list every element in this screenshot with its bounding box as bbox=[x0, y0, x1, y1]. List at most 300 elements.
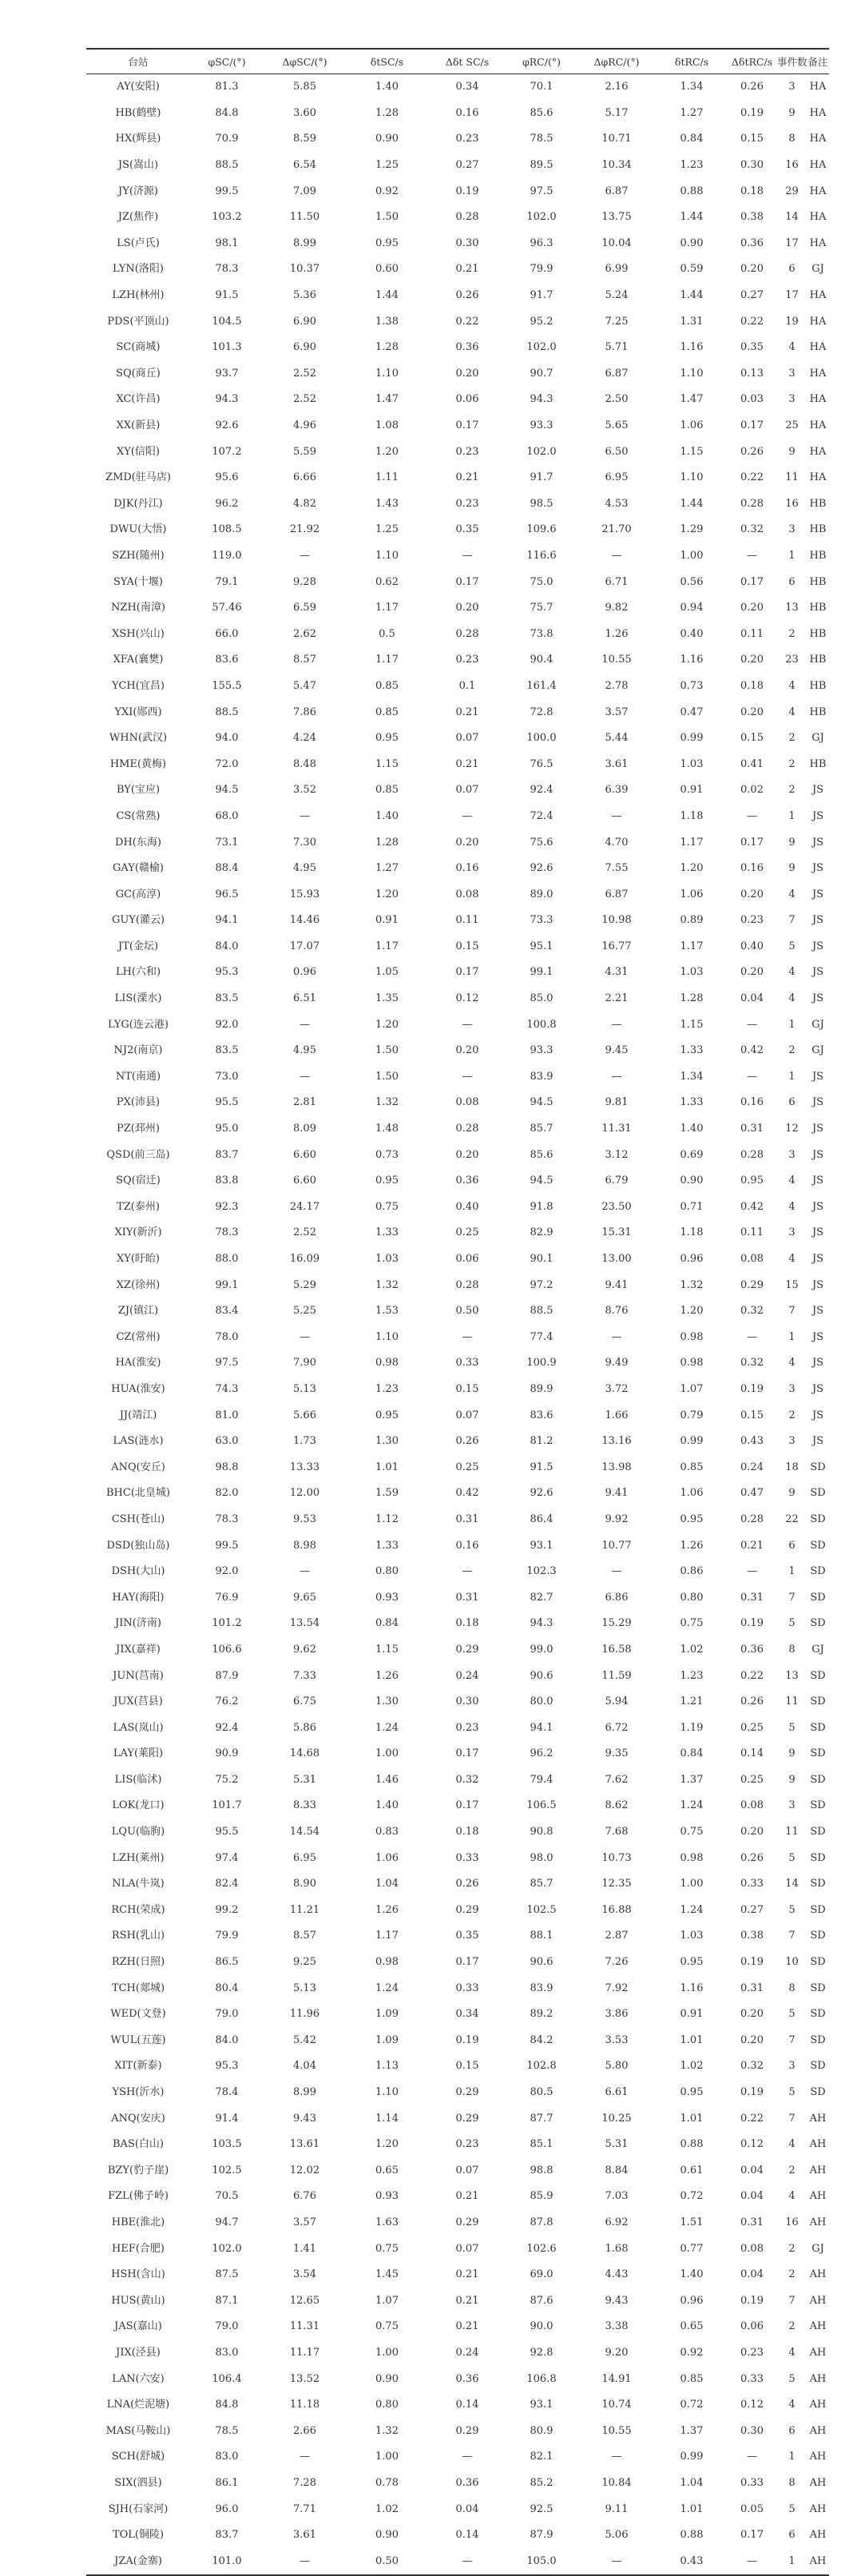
table-cell: 0.16 bbox=[740, 862, 764, 875]
table-cell: 7.90 bbox=[293, 1357, 316, 1369]
table-cell: 0.89 bbox=[680, 914, 704, 927]
table-cell: 0.31 bbox=[740, 2216, 764, 2228]
table-cell: 1.51 bbox=[680, 2216, 704, 2228]
table-cell: 0.17 bbox=[740, 836, 764, 849]
table-cell: 83.0 bbox=[215, 2346, 239, 2359]
table-cell: 1.14 bbox=[375, 2112, 399, 2125]
table-cell: 1.32 bbox=[375, 2424, 399, 2437]
table-row bbox=[86, 2002, 829, 2028]
table-cell: 85.1 bbox=[530, 2138, 554, 2151]
table-cell: 95.2 bbox=[530, 315, 554, 328]
column-header: φSC/(°) bbox=[190, 49, 264, 74]
table-cell: 1.30 bbox=[375, 1695, 399, 1708]
table-cell: 101.7 bbox=[212, 1799, 242, 1812]
table-cell: 24.17 bbox=[289, 1200, 320, 1213]
station-cell: XFA(襄樊) bbox=[113, 654, 164, 666]
table-cell: 4 bbox=[788, 1357, 796, 1369]
table-row bbox=[86, 2288, 829, 2314]
table-cell: HA bbox=[809, 159, 827, 172]
table-cell: 70.9 bbox=[215, 133, 239, 145]
table-cell: 12.35 bbox=[601, 1878, 632, 1890]
table-cell: 0.31 bbox=[740, 1591, 764, 1604]
table-cell: 99.0 bbox=[530, 1643, 554, 1656]
table-cell: 14.68 bbox=[289, 1747, 320, 1760]
table-cell: 85.9 bbox=[530, 2190, 554, 2203]
table-cell: 0.26 bbox=[455, 1878, 479, 1890]
table-cell: 100.0 bbox=[526, 732, 557, 745]
table-cell: 0.47 bbox=[680, 706, 704, 718]
table-cell: HA bbox=[809, 445, 827, 458]
table-cell: 15.29 bbox=[601, 1617, 632, 1630]
table-cell: 1.03 bbox=[375, 1253, 399, 1266]
table-cell: 82.0 bbox=[215, 1487, 239, 1500]
table-cell: 0.91 bbox=[375, 914, 399, 927]
column-header: 备注 bbox=[807, 49, 829, 74]
table-cell: 78.0 bbox=[215, 1330, 239, 1343]
column-header: φRC/(°) bbox=[506, 49, 577, 74]
table-cell: 0.18 bbox=[455, 1826, 479, 1839]
table-cell: 0.95 bbox=[740, 1175, 764, 1187]
table-cell: 0.34 bbox=[455, 2008, 479, 2021]
table-cell: 5 bbox=[788, 1721, 796, 1734]
table-cell: 8.09 bbox=[293, 1123, 316, 1135]
table-cell: 0.30 bbox=[740, 159, 764, 172]
table-cell: AH bbox=[809, 2399, 827, 2411]
table-cell: 78.3 bbox=[215, 263, 239, 276]
table-cell: 90.7 bbox=[530, 367, 554, 380]
station-cell: HA(淮安) bbox=[115, 1357, 161, 1369]
table-row bbox=[86, 2158, 829, 2184]
table-cell: 4.95 bbox=[293, 862, 316, 875]
table-cell: — bbox=[611, 1018, 622, 1031]
table-cell: 0.22 bbox=[740, 1669, 764, 1682]
table-cell: 0.30 bbox=[455, 237, 479, 249]
table-cell: 1.50 bbox=[375, 211, 399, 224]
table-cell: 1.02 bbox=[680, 2060, 704, 2073]
table-cell: 0.96 bbox=[680, 1253, 704, 1266]
table-cell: 0.17 bbox=[455, 1956, 479, 1969]
table-cell: 5.59 bbox=[293, 445, 316, 458]
table-cell: 94.3 bbox=[530, 393, 554, 406]
station-cell: JIN(济南) bbox=[115, 1617, 161, 1630]
table-cell: 1.25 bbox=[375, 159, 399, 172]
station-cell: YXI(郧西) bbox=[114, 706, 162, 718]
table-row bbox=[86, 2314, 829, 2340]
table-cell: 7.55 bbox=[605, 862, 629, 875]
table-cell: 17 bbox=[785, 289, 799, 302]
table-cell: 95.0 bbox=[215, 1123, 239, 1135]
table-cell: 1.32 bbox=[680, 1278, 704, 1291]
table-cell: 87.6 bbox=[530, 2294, 554, 2307]
table-cell: 0.06 bbox=[455, 1253, 479, 1266]
table-cell: 0.43 bbox=[657, 2548, 727, 2575]
table-cell: 0.72 bbox=[680, 2399, 704, 2411]
table-cell: 8.33 bbox=[293, 1799, 316, 1812]
table-cell: 6.87 bbox=[605, 185, 629, 197]
table-cell: 95.6 bbox=[215, 471, 239, 484]
table-cell: 83.6 bbox=[530, 1409, 554, 1421]
table-cell: 6 bbox=[788, 1096, 796, 1109]
table-cell: 0.95 bbox=[680, 1513, 704, 1525]
table-cell: 9.20 bbox=[605, 2346, 629, 2359]
table-cell: 0.24 bbox=[455, 2346, 479, 2359]
table-cell: 9 bbox=[788, 862, 796, 875]
table-cell: 0.25 bbox=[455, 1226, 479, 1239]
table-cell: 103.2 bbox=[212, 211, 242, 224]
table-cell: 83.7 bbox=[215, 2529, 239, 2542]
table-cell: HB bbox=[809, 654, 827, 666]
table-row bbox=[86, 2210, 829, 2236]
table-cell: JS bbox=[811, 1382, 824, 1395]
table-cell: 1.28 bbox=[375, 106, 399, 119]
station-cell: HX(辉县) bbox=[115, 133, 161, 145]
table-row bbox=[86, 2418, 829, 2444]
table-cell: 11.59 bbox=[601, 1669, 632, 1682]
table-cell: 1.40 bbox=[375, 809, 399, 822]
table-cell: SD bbox=[810, 1565, 826, 1578]
station-cell: JIX(泾县) bbox=[116, 2346, 161, 2359]
table-cell: 91.7 bbox=[530, 289, 554, 302]
table-cell: 104.5 bbox=[212, 315, 242, 328]
table-cell: 11.31 bbox=[289, 2320, 320, 2333]
station-cell: YSH(沂水) bbox=[112, 2086, 165, 2099]
table-cell: 13.61 bbox=[289, 2138, 320, 2151]
table-cell: 80.5 bbox=[530, 2086, 554, 2099]
table-row bbox=[86, 1923, 829, 1950]
table-cell: 1.18 bbox=[680, 809, 704, 822]
table-cell: 0.16 bbox=[455, 862, 479, 875]
table-cell: 11 bbox=[785, 471, 799, 484]
table-cell: 102.8 bbox=[526, 2060, 557, 2073]
station-cell: JY(济源) bbox=[118, 185, 158, 197]
table-cell: 6.66 bbox=[293, 471, 316, 484]
table-cell: 0.23 bbox=[455, 1721, 479, 1734]
table-cell: 100.9 bbox=[526, 1357, 557, 1369]
table-cell: 77.4 bbox=[530, 1330, 554, 1343]
table-cell: 1.20 bbox=[375, 1018, 399, 1031]
table-cell: 15.93 bbox=[289, 888, 320, 900]
table-cell: 3 bbox=[788, 1382, 796, 1395]
table-cell: 4 bbox=[788, 2346, 796, 2359]
table-cell: 3.12 bbox=[605, 1148, 629, 1161]
table-cell: 1.17 bbox=[375, 1930, 399, 1942]
station-cell: RCH(荣成) bbox=[111, 1903, 165, 1916]
table-cell: 1.26 bbox=[375, 1903, 399, 1916]
table-cell: 1.10 bbox=[375, 367, 399, 380]
table-row bbox=[86, 1064, 829, 1091]
table-cell: — bbox=[264, 2548, 346, 2575]
table-cell: 98.1 bbox=[215, 237, 239, 249]
table-cell: 0.21 bbox=[455, 706, 479, 718]
table-cell: GJ bbox=[811, 732, 824, 745]
table-cell: AH bbox=[809, 2502, 827, 2515]
table-cell: 1.17 bbox=[680, 940, 704, 952]
table-cell: 87.9 bbox=[530, 2529, 554, 2542]
table-cell: 8.90 bbox=[293, 1878, 316, 1890]
table-row bbox=[86, 1584, 829, 1611]
table-cell: 16.58 bbox=[601, 1643, 632, 1656]
table-cell: 4.53 bbox=[605, 497, 629, 510]
table-row bbox=[86, 1871, 829, 1898]
station-cell: ANQ(安丘) bbox=[111, 1461, 165, 1473]
table-cell: — bbox=[462, 1330, 473, 1343]
table-cell: 8.48 bbox=[293, 757, 316, 770]
table-cell: 0.17 bbox=[455, 966, 479, 979]
station-cell: HEF(合肥) bbox=[112, 2242, 165, 2255]
table-cell: 3.53 bbox=[605, 2033, 629, 2046]
table-cell: SD bbox=[810, 1747, 826, 1760]
table-cell: 0.21 bbox=[455, 2294, 479, 2307]
table-container bbox=[86, 48, 829, 2576]
table-cell: 0.95 bbox=[680, 2086, 704, 2099]
table-cell: 0.04 bbox=[740, 992, 764, 1005]
table-cell: 9.65 bbox=[293, 1591, 316, 1604]
column-header: ΔφRC/(°) bbox=[577, 49, 657, 74]
table-cell: 0.31 bbox=[455, 1591, 479, 1604]
table-cell: 1.17 bbox=[375, 654, 399, 666]
table-cell: AH bbox=[809, 2320, 827, 2333]
table-cell: 66.0 bbox=[215, 627, 239, 640]
table-cell: 90.1 bbox=[530, 1253, 554, 1266]
table-cell: 0.04 bbox=[740, 2164, 764, 2176]
table-cell: 1.29 bbox=[680, 523, 704, 536]
table-cell: 0.20 bbox=[740, 654, 764, 666]
table-cell: 1.30 bbox=[375, 1435, 399, 1448]
table-cell: 0.72 bbox=[680, 2190, 704, 2203]
table-cell: 11 bbox=[785, 1826, 799, 1839]
table-cell: 0.21 bbox=[740, 1539, 764, 1552]
table-cell: 1.48 bbox=[375, 1123, 399, 1135]
table-cell: — bbox=[747, 1018, 757, 1031]
table-cell: AH bbox=[809, 2294, 827, 2307]
table-cell: 116.6 bbox=[526, 549, 557, 562]
table-cell: 0.31 bbox=[740, 1982, 764, 1994]
table-row bbox=[86, 2444, 829, 2471]
table-cell: 13.75 bbox=[601, 211, 632, 224]
table-cell: 2 bbox=[788, 627, 796, 640]
table-cell: 22 bbox=[785, 1513, 799, 1525]
table-cell: 0.21 bbox=[455, 2268, 479, 2281]
table-cell: 6.92 bbox=[605, 2216, 629, 2228]
table-cell: — bbox=[300, 809, 310, 822]
table-cell: 0.07 bbox=[455, 732, 479, 745]
table-cell: 17.07 bbox=[289, 940, 320, 952]
table-cell: AH bbox=[809, 2138, 827, 2151]
table-cell: 0.19 bbox=[455, 2033, 479, 2046]
table-cell: 0.78 bbox=[375, 2476, 399, 2489]
station-cell: SQ(宿迁) bbox=[116, 1175, 161, 1187]
table-cell: 0.65 bbox=[375, 2164, 399, 2176]
table-cell: SD bbox=[810, 1903, 826, 1916]
table-cell: 86.5 bbox=[215, 1956, 239, 1969]
table-cell: 106.5 bbox=[526, 1799, 557, 1812]
station-cell: XY(盱眙) bbox=[117, 1253, 160, 1266]
table-cell: — bbox=[300, 1565, 310, 1578]
station-cell: JUX(莒县) bbox=[113, 1695, 163, 1708]
table-cell: 15.31 bbox=[601, 1226, 632, 1239]
table-cell: 1.20 bbox=[375, 445, 399, 458]
station-cell: JS(嵩山) bbox=[117, 159, 159, 172]
table-cell: 0.05 bbox=[740, 2502, 764, 2515]
table-row bbox=[86, 1793, 829, 1819]
table-cell: 0.17 bbox=[455, 1747, 479, 1760]
table-cell: 1.05 bbox=[375, 966, 399, 979]
station-cell: NZH(南漳) bbox=[111, 602, 165, 614]
table-cell: 10.55 bbox=[601, 2424, 632, 2437]
table-cell: 0.69 bbox=[680, 1148, 704, 1161]
table-cell: 0.08 bbox=[740, 1799, 764, 1812]
table-cell: 1.24 bbox=[375, 1982, 399, 1994]
table-cell: 91.5 bbox=[530, 1461, 554, 1473]
station-cell: LZH(林州) bbox=[112, 289, 165, 302]
table-cell: 94.0 bbox=[215, 732, 239, 745]
table-cell: 1 bbox=[788, 1565, 796, 1578]
station-cell: LYN(洛阳) bbox=[113, 263, 164, 276]
table-cell: GJ bbox=[811, 2242, 824, 2255]
table-row bbox=[86, 1845, 829, 1871]
table-cell: 0.19 bbox=[740, 1617, 764, 1630]
table-cell: 2.66 bbox=[293, 2424, 316, 2437]
table-cell: SD bbox=[810, 1591, 826, 1604]
table-cell: 75.2 bbox=[215, 1773, 239, 1786]
table-cell: 1.40 bbox=[680, 2268, 704, 2281]
table-cell: 82.4 bbox=[215, 1878, 239, 1890]
table-cell: 0.23 bbox=[455, 654, 479, 666]
table-cell: 94.3 bbox=[215, 393, 239, 406]
table-cell: 0.20 bbox=[740, 1826, 764, 1839]
table-row bbox=[86, 986, 829, 1012]
table-cell: AH bbox=[809, 2529, 827, 2542]
table-cell: 11 bbox=[785, 1695, 799, 1708]
table-cell: 0.16 bbox=[455, 106, 479, 119]
table-cell: 0.06 bbox=[740, 2320, 764, 2333]
table-cell: 1.44 bbox=[375, 289, 399, 302]
table-cell: 0.26 bbox=[740, 1851, 764, 1864]
table-cell: 1.35 bbox=[375, 992, 399, 1005]
table-cell: 1.17 bbox=[680, 836, 704, 849]
table-cell: 3.52 bbox=[293, 784, 316, 797]
table-cell: 7.86 bbox=[293, 706, 316, 718]
table-row bbox=[86, 1975, 829, 2002]
table-cell: 0.08 bbox=[740, 1253, 764, 1266]
table-cell: 4 bbox=[788, 679, 796, 692]
table-cell: 0.23 bbox=[455, 445, 479, 458]
table-cell: JS bbox=[811, 1330, 824, 1343]
table-cell: 0.99 bbox=[680, 2451, 704, 2463]
table-cell: 6.71 bbox=[605, 575, 629, 588]
table-cell: 0.11 bbox=[740, 627, 764, 640]
station-cell: RZH(日照) bbox=[111, 1956, 165, 1969]
table-cell: 10.71 bbox=[601, 133, 632, 145]
table-cell: 0.20 bbox=[740, 2008, 764, 2021]
table-row bbox=[86, 1012, 829, 1038]
table-cell: 0.75 bbox=[375, 2320, 399, 2333]
table-cell: 98.0 bbox=[530, 1851, 554, 1864]
table-cell: 78.5 bbox=[215, 2424, 239, 2437]
table-cell: HB bbox=[809, 627, 827, 640]
station-cell: JZA(金寨) bbox=[86, 2548, 190, 2575]
table-cell: 0.33 bbox=[740, 2372, 764, 2385]
table-cell: 14 bbox=[785, 1878, 799, 1890]
table-cell: — bbox=[747, 1565, 757, 1578]
table-cell: 5 bbox=[788, 1851, 796, 1864]
station-cell: LS(卢氏) bbox=[117, 237, 160, 249]
table-cell: 79.1 bbox=[215, 575, 239, 588]
table-cell: SD bbox=[810, 2086, 826, 2099]
table-cell: — bbox=[462, 809, 473, 822]
table-cell: 0.29 bbox=[455, 2112, 479, 2125]
table-cell: 1.16 bbox=[680, 341, 704, 354]
table-cell: 102.0 bbox=[526, 445, 557, 458]
table-cell: 5 bbox=[788, 2502, 796, 2515]
table-cell: 5 bbox=[788, 2372, 796, 2385]
table-cell: 2.52 bbox=[293, 1226, 316, 1239]
table-row bbox=[86, 1481, 829, 1507]
table-cell: SD bbox=[810, 1487, 826, 1500]
table-cell: 10.37 bbox=[289, 263, 320, 276]
table-cell: 8.98 bbox=[293, 1539, 316, 1552]
table-cell: — bbox=[747, 809, 757, 822]
table-cell: 85.0 bbox=[530, 992, 554, 1005]
table-cell: 6.99 bbox=[605, 263, 629, 276]
table-cell: 70.1 bbox=[530, 81, 554, 93]
table-cell: 0.47 bbox=[740, 1487, 764, 1500]
table-cell: 0.07 bbox=[455, 2242, 479, 2255]
table-cell: 3 bbox=[788, 81, 796, 93]
table-cell: 1.00 bbox=[375, 1747, 399, 1760]
table-cell: 1.20 bbox=[375, 2138, 399, 2151]
table-cell: 1.06 bbox=[680, 1487, 704, 1500]
station-cell: LQU(临朐) bbox=[111, 1826, 165, 1839]
table-cell: 1.31 bbox=[680, 315, 704, 328]
table-cell: — bbox=[747, 2451, 757, 2463]
table-cell: 102.3 bbox=[526, 1565, 557, 1578]
table-cell: 0.36 bbox=[455, 341, 479, 354]
table-cell: AH bbox=[809, 2476, 827, 2489]
table-cell: 1.68 bbox=[605, 2242, 629, 2255]
table-cell: 87.5 bbox=[215, 2268, 239, 2281]
table-cell: JS bbox=[811, 1148, 824, 1161]
table-cell: 1.37 bbox=[680, 1773, 704, 1786]
table-cell: 90.6 bbox=[530, 1956, 554, 1969]
table-cell: 0.28 bbox=[740, 497, 764, 510]
table-cell: 0.28 bbox=[455, 627, 479, 640]
table-cell: 0.28 bbox=[455, 211, 479, 224]
table-cell: 92.6 bbox=[215, 419, 239, 432]
table-cell: 105.0 bbox=[506, 2548, 577, 2575]
station-cell: CZ(常州) bbox=[116, 1330, 161, 1343]
table-cell: 6.39 bbox=[605, 784, 629, 797]
table-cell: 1 bbox=[788, 809, 796, 822]
table-cell: 0.28 bbox=[455, 1278, 479, 1291]
table-row bbox=[86, 621, 829, 647]
table-cell: 79.0 bbox=[215, 2008, 239, 2021]
table-cell: 0.26 bbox=[740, 81, 764, 93]
table-cell: 7 bbox=[788, 914, 796, 927]
table-cell: 0.59 bbox=[680, 263, 704, 276]
table-cell: 96.2 bbox=[215, 497, 239, 510]
table-cell: 0.91 bbox=[680, 2008, 704, 2021]
table-cell: 9.45 bbox=[605, 1044, 629, 1057]
table-cell: 1.26 bbox=[680, 1539, 704, 1552]
table-cell: 94.5 bbox=[530, 1175, 554, 1187]
table-cell: 0.26 bbox=[740, 1695, 764, 1708]
table-cell: JS bbox=[811, 966, 824, 979]
table-cell: 1.16 bbox=[680, 1982, 704, 1994]
table-cell: 119.0 bbox=[212, 549, 242, 562]
table-cell: 0.19 bbox=[455, 185, 479, 197]
table-row bbox=[86, 2080, 829, 2106]
